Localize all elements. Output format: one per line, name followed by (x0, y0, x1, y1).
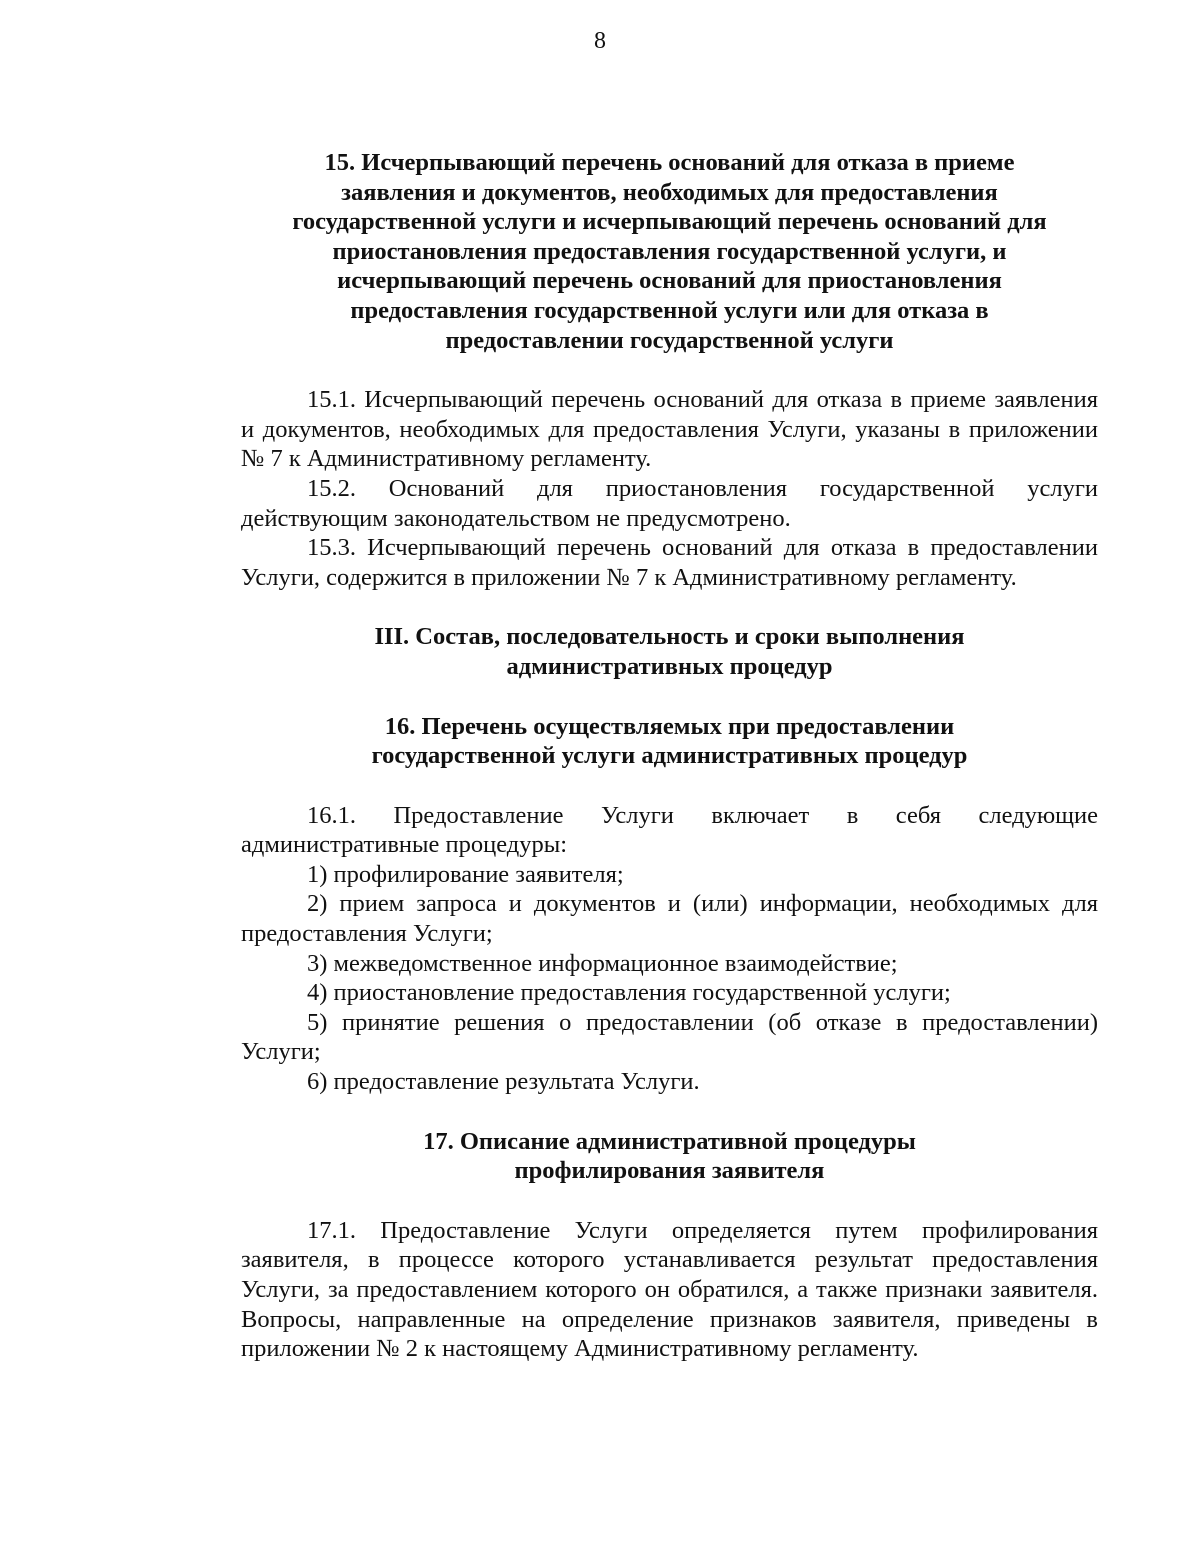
heading-line: профилирования заявителя (514, 1157, 825, 1185)
page-number: 8 (594, 28, 606, 54)
list-item: 3) межведомственное информационное взаимодействие; (307, 949, 898, 977)
heading-line: предоставления государственной услуги или для отказа в (350, 296, 989, 324)
paragraph-15-1: 15.1. Исчерпывающий перечень оснований для отказа в приеме заявления и документов, необходимых для предоставления Услуги, указаны в приложении № 7 к Административному регламенту. (241, 386, 1098, 473)
list-item: 1) профилирование заявителя; (307, 860, 624, 888)
heading-line: 16. Перечень осуществляемых при предоставлении (384, 712, 955, 740)
heading-line: заявления и документов, необходимых для предоставления (341, 178, 998, 206)
heading-line: предоставлении государственной услуги (445, 326, 894, 354)
paragraph-15-2: 15.2. Оснований для приостановления государственной услуги действующим законодательством не предусмотрено. (241, 474, 1098, 532)
heading-line: государственной услуги и исчерпывающий перечень оснований для (292, 208, 1047, 236)
list-item: 4) приостановление предоставления государственной услуги; (307, 979, 951, 1007)
paragraph-16-1: 16.1. Предоставление Услуги включает в себя следующие административные процедуры: (241, 801, 1098, 859)
heading-line: 17. Описание административной процедуры (423, 1127, 916, 1155)
list-item: 2) прием запроса и документов и (или) информации, необходимых для предоставления Услуги; (241, 890, 1098, 948)
section-15-heading (241, 148, 1098, 355)
section-16-heading (241, 712, 1098, 771)
section-17-heading (241, 1127, 1098, 1186)
section-iii-heading (241, 622, 1098, 681)
list-item: 5) принятие решения о предоставлении (об отказе в предоставлении) Услуги; (241, 1008, 1098, 1066)
paragraph-15-3: 15.3. Исчерпывающий перечень оснований для отказа в предоставлении Услуги, содержится в приложении № 7 к Административному регламенту. (241, 534, 1098, 591)
heading-line: приостановления предоставления государственной услуги, и (332, 237, 1007, 265)
heading-line: исчерпывающий перечень оснований для приостановления (337, 267, 1002, 295)
document-body (241, 148, 1098, 1364)
heading-line: государственной услуги административных процедур (371, 742, 968, 770)
list-item: 6) предоставление результата Услуги. (307, 1068, 700, 1096)
heading-line: 15. Исчерпывающий перечень оснований для отказа в приеме (324, 149, 1015, 176)
heading-line: административных процедур (506, 652, 833, 680)
heading-line: III. Состав, последовательность и сроки выполнения (374, 623, 965, 651)
paragraph-17-1: 17.1. Предоставление Услуги определяется путем профилирования заявителя, в процессе которого устанавливается результат предоставления Услуги, за предоставлением которого он обратился, а также признаки заявителя. Вопросы, направленные на определение признаков заявителя, приведены в приложении № 2 к настоящему Административному регламенту. (241, 1216, 1098, 1363)
